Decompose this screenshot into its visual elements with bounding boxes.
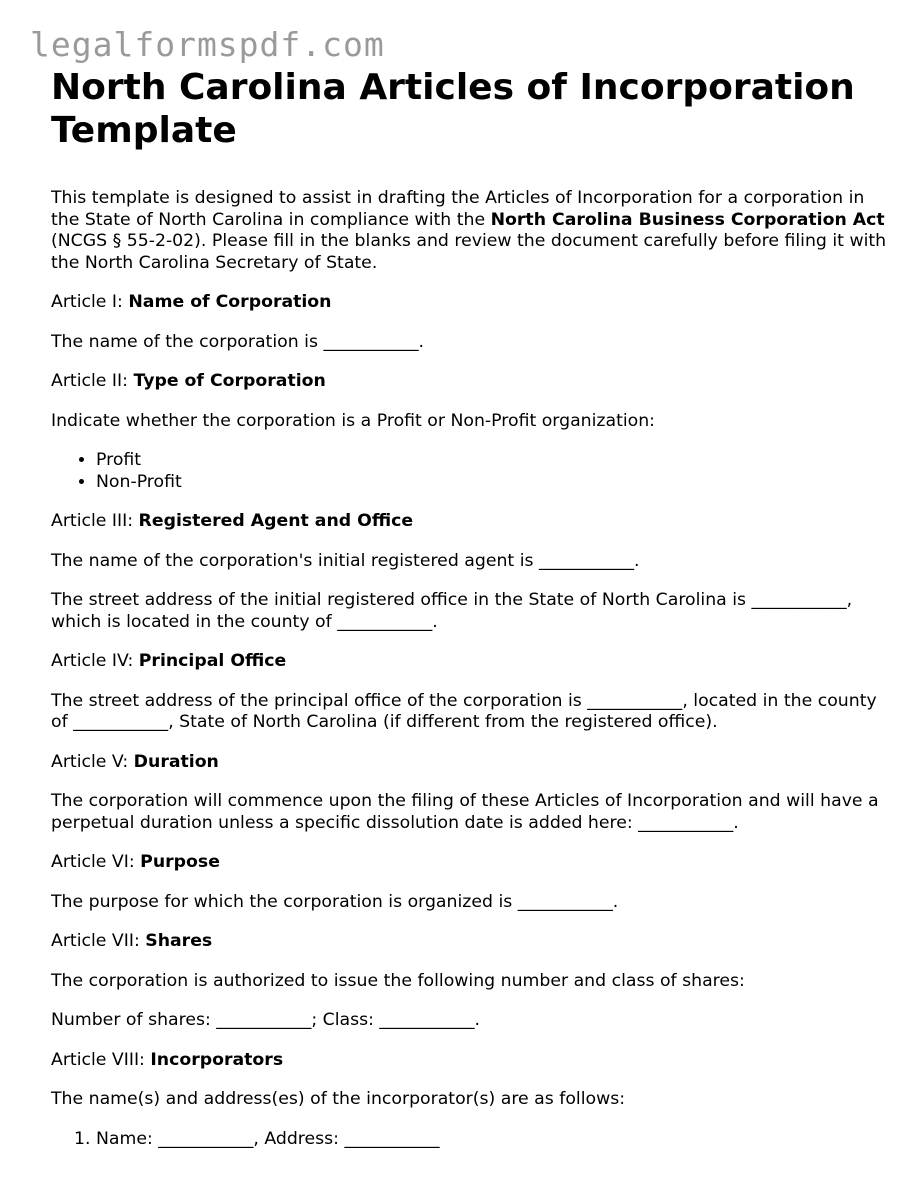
article-4-heading: Article IV: Principal Office [51,651,287,671]
corporation-type-list [51,450,891,493]
intro-text-2: (NCGS § 55-2-02). Please fill in the blanks and review the document carefully before filing it with the North Carolina Secretary of State. [51,231,887,273]
article-3-text-2: The street address of the initial registered office in the State of North Carolina is ___________, which is located in the county of ___________. [51,590,853,632]
intro-text-1: This template is designed to assist in drafting the Articles of Incorporation for a corporation in the State of North Carolina in compliance with the [51,188,865,230]
list-item: 1. Name: ___________, Address: ___________ [96,1129,891,1151]
list-item: • Non-Profit [96,472,891,494]
article-7-text-1: The corporation is authorized to issue the following number and class of shares: [51,970,745,991]
article-7-text-2: Number of shares: ___________; Class: ___________. [51,1010,480,1030]
page-title: North Carolina Articles of Incorporation Template [51,67,855,151]
list-item: • Profit [96,450,891,472]
article-2-text: Indicate whether the corporation is a Profit or Non-Profit organization: [51,410,656,431]
intro-paragraph [51,188,891,274]
article-5-text: The corporation will commence upon the filing of these Articles of Incorporation and will have a perpetual duration unless a specific dissolution date is added here: ___________. [51,791,879,833]
article-3-heading: Article III: Registered Agent and Office [51,511,414,531]
article-5-heading: Article V: Duration [51,751,219,772]
article-1-heading: Article I: Name of Corporation [51,292,332,312]
article-7-heading: Article VII: Shares [51,931,213,951]
article-8-heading: Article VIII: Incorporators [51,1049,284,1070]
article-2-heading: Article II: Type of Corporation [51,371,326,391]
article-6-heading: Article VI: Purpose [51,852,220,872]
intro-act-name: North Carolina Business Corporation Act [490,209,885,230]
watermark-logo: legalformspdf.com [30,25,385,64]
document-body [51,66,891,1150]
article-4-text: The street address of the principal office of the corporation is ___________, located in the county of ___________, State of North Carolina (if different from the registered office). [51,690,877,732]
article-1-text: The name of the corporation is ___________. [51,331,424,352]
article-8-text: The name(s) and address(es) of the incorporator(s) are as follows: [51,1089,626,1109]
incorporators-list [51,1129,891,1151]
article-6-text: The purpose for which the corporation is organized is ___________. [51,891,619,912]
article-3-text-1: The name of the corporation's initial registered agent is ___________. [51,550,640,571]
